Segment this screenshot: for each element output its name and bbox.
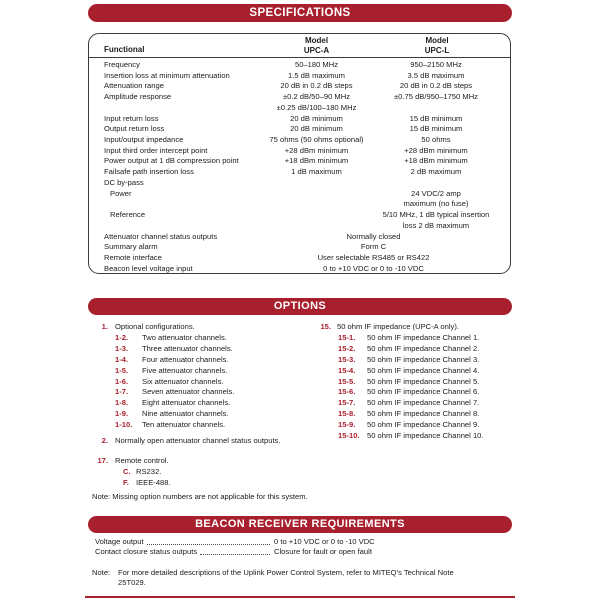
- dotted-leader: [200, 554, 270, 555]
- spec-value-upca: 1.5 dB maximum: [288, 70, 345, 80]
- spec-value-upcl: [379, 103, 493, 114]
- option-text: Two attenuator channels.: [142, 332, 227, 342]
- option-number: 15-5.: [338, 376, 356, 386]
- spec-value-upca: 50–180 MHz: [294, 60, 339, 69]
- specifications-table: [88, 33, 511, 274]
- option-item: [338, 420, 512, 431]
- option-item: [338, 377, 512, 388]
- spec-row: [89, 124, 510, 135]
- option-item: [338, 355, 512, 366]
- spec-header-upcl-label: UPC-L: [424, 45, 450, 55]
- option-number: 15.: [320, 322, 331, 331]
- option-number: 1-10.: [115, 420, 133, 430]
- spec-header-functional: Functional: [104, 45, 145, 54]
- option-text: Nine attenuator channels.: [142, 409, 229, 419]
- option-text: 50 ohm IF impedance Channel 2.: [367, 343, 480, 353]
- beacon-requirements-list: [95, 537, 505, 558]
- options-note: Note: Missing option numbers are not applicable for this system.: [92, 492, 308, 501]
- spec-value-upcl: ±0.75 dB/950–1750 MHz: [394, 92, 478, 102]
- spec-row-label: Attenuator channel status outputs: [104, 231, 218, 241]
- option-text: 50 ohm IF impedance Channel 9.: [367, 420, 480, 430]
- option-text: Seven attenuator channels.: [142, 387, 235, 397]
- spec-value-upcl: 50 ohms: [421, 135, 451, 145]
- footer-rule: [85, 596, 515, 598]
- option-item: [338, 398, 512, 409]
- spec-value-upcl: 5/10 MHz, 1 dB typical insertion: [382, 210, 490, 220]
- spec-row-label: Input third order intercept point: [104, 145, 208, 155]
- spec-value-both-models: User selectable RS485 or RS422: [317, 252, 430, 262]
- options-header-bar: [88, 298, 512, 315]
- spec-row: [89, 167, 510, 178]
- spec-row: [89, 199, 510, 210]
- options-left-column: [88, 322, 310, 489]
- spec-row-label: DC by-pass: [104, 177, 144, 187]
- option-text: 50 ohm IF impedance Channel 3.: [367, 354, 480, 364]
- beacon-note: [92, 568, 454, 589]
- spec-value-upcl: 3.5 dB maximum: [407, 70, 465, 80]
- spec-row: [89, 242, 510, 253]
- spec-value-upcl: +28 dBm minimum: [404, 145, 468, 155]
- spec-row-label: Attenuation range: [104, 81, 164, 91]
- option-item: [338, 409, 512, 420]
- spec-header-model-upca: [254, 36, 379, 57]
- spec-row: [89, 189, 510, 200]
- spec-row-label: Amplitude response: [104, 92, 172, 102]
- option-number: 15-1.: [338, 332, 356, 342]
- option-text: Five attenuator channels.: [142, 365, 228, 375]
- spec-value-upca: ±0.2 dB/50–90 MHz: [282, 92, 351, 102]
- spec-value-upca: [254, 210, 379, 221]
- option-number: 1-8.: [115, 398, 129, 408]
- spec-row-label: [89, 221, 254, 232]
- option-text: 50 ohm IF impedance Channel 6.: [367, 387, 480, 397]
- spec-value-upca: 1 dB maximum: [291, 167, 342, 177]
- option-item: [338, 333, 512, 344]
- option-number: 1.: [101, 322, 108, 331]
- option-item: [88, 436, 310, 447]
- option-number: 15-8.: [338, 409, 356, 419]
- spec-value-both-models: Normally closed: [346, 231, 401, 241]
- option-number: C.: [123, 466, 131, 476]
- option-text: Normally open attenuator channel status outputs.: [115, 436, 281, 446]
- beacon-note-line2: 25T029.: [118, 578, 146, 588]
- option-number: 1-5.: [115, 365, 129, 375]
- options-title: OPTIONS: [273, 300, 327, 312]
- spec-value-upcl: 15 dB minimum: [409, 124, 463, 134]
- option-number: 15-7.: [338, 398, 356, 408]
- option-item: [115, 377, 310, 388]
- specifications-header-bar: [88, 4, 512, 22]
- spec-row: [89, 146, 510, 157]
- option-text: 50 ohm IF impedance Channel 7.: [367, 398, 480, 408]
- option-text: Six attenuator channels.: [142, 376, 224, 386]
- beacon-line-value: 0 to +10 VDC or 0 to -10 VDC: [274, 537, 375, 546]
- option-number: F.: [123, 477, 129, 487]
- spec-row: [89, 71, 510, 82]
- spec-value-upca: 75 ohms (50 ohms optional): [269, 135, 364, 145]
- spec-value-upca: [254, 178, 379, 189]
- spec-value-upca: 20 dB in 0.2 dB steps: [280, 81, 353, 91]
- spec-value-upcl: maximum (no fuse): [403, 199, 469, 209]
- option-item: [115, 333, 310, 344]
- spec-row-label: Insertion loss at minimum attenuation: [104, 70, 230, 80]
- option-item: [123, 467, 310, 478]
- option-number: 2.: [101, 436, 108, 446]
- specifications-title: SPECIFICATIONS: [249, 7, 351, 19]
- option-item: [123, 478, 310, 489]
- option-item: [115, 387, 310, 398]
- spec-header-model-word-a: Model: [304, 36, 329, 45]
- option-number: 17.: [97, 455, 108, 465]
- option-number: 15-3.: [338, 354, 356, 364]
- beacon-line: [95, 547, 505, 557]
- spec-value-upca: ±0.25 dB/100–180 MHz: [276, 102, 357, 112]
- option-text: Ten attenuator channels.: [142, 420, 226, 430]
- spec-row: [89, 264, 510, 275]
- beacon-line-left: [95, 547, 274, 557]
- spec-value-upcl: 20 dB in 0.2 dB steps: [399, 81, 473, 91]
- spec-value-upcl: [379, 178, 493, 189]
- spec-value-upca: +28 dBm minimum: [284, 145, 349, 155]
- beacon-title: BEACON RECEIVER REQUIREMENTS: [195, 518, 405, 530]
- spec-value-upcl: 24 VDC/2 amp: [411, 188, 461, 198]
- option-number: 15-9.: [338, 420, 356, 430]
- option-item: [115, 355, 310, 366]
- spec-value-upcl: loss 2 dB maximum: [402, 220, 470, 230]
- spec-row-label: Beacon level voltage input: [104, 263, 193, 273]
- option-number: 1-2.: [115, 332, 129, 342]
- beacon-line-left: [95, 537, 274, 547]
- spec-row: [89, 156, 510, 167]
- option-item: [310, 322, 512, 333]
- spec-row: [89, 81, 510, 92]
- options-section: [88, 322, 512, 489]
- beacon-line: [95, 537, 505, 547]
- spec-value-upca: 20 dB minimum: [290, 113, 343, 123]
- option-text: IEEE-488.: [136, 477, 171, 487]
- beacon-note-line1: For more detailed descriptions of the Uplink Power Control System, refer to MITEQ’s Technical Note: [118, 568, 454, 577]
- option-item: [338, 431, 512, 442]
- option-text: Three attenuator channels.: [142, 343, 233, 353]
- beacon-header-bar: [88, 516, 512, 533]
- option-text: 50 ohm IF impedance (UPC-A only).: [337, 322, 459, 331]
- spec-value-upcl: 2 dB maximum: [410, 167, 462, 177]
- spec-header-upca-label: UPC-A: [303, 45, 330, 55]
- spec-header-model-upcl: [379, 36, 495, 57]
- option-item: [115, 344, 310, 355]
- beacon-note-label: Note:: [92, 568, 111, 577]
- spec-value-both-models: Form C: [360, 242, 387, 252]
- spec-value-both-models: 0 to +10 VDC or 0 to -10 VDC: [323, 263, 424, 273]
- spec-value-upca: +18 dBm minimum: [284, 156, 349, 166]
- spec-value-upcl: 15 dB minimum: [409, 113, 463, 123]
- beacon-note-text: [118, 568, 454, 589]
- option-item: [115, 420, 310, 431]
- option-number: 15-6.: [338, 387, 356, 397]
- spec-row: [89, 135, 510, 146]
- spec-row-label: Output return loss: [104, 124, 165, 134]
- spec-row: [89, 114, 510, 125]
- option-text: 50 ohm IF impedance Channel 1.: [367, 332, 480, 342]
- option-item: [115, 366, 310, 377]
- spec-value-upca: [254, 199, 379, 210]
- spec-row: [89, 210, 510, 221]
- option-number: 15-2.: [338, 343, 356, 353]
- spec-row-label: [89, 199, 254, 210]
- option-number: 1-3.: [115, 343, 129, 353]
- spec-value-upca: [254, 221, 379, 232]
- option-text: Optional configurations.: [115, 322, 195, 331]
- spec-table-header-row: [89, 34, 510, 58]
- option-text: RS232.: [136, 466, 162, 476]
- spec-row-label: Input return loss: [104, 113, 159, 123]
- spec-row-label: Remote interface: [104, 252, 162, 262]
- option-number: 1-4.: [115, 354, 129, 364]
- spec-value-upca: [254, 189, 379, 200]
- option-item: [338, 344, 512, 355]
- option-number: 1-6.: [115, 376, 129, 386]
- option-text: Four attenuator channels.: [142, 354, 229, 364]
- option-item: [338, 366, 512, 377]
- spec-value-upcl: 950–2150 MHz: [410, 60, 462, 69]
- spec-table-body: [89, 58, 510, 274]
- spec-row: [89, 178, 510, 189]
- beacon-line-label: Voltage output: [95, 537, 144, 546]
- dotted-leader: [147, 544, 270, 545]
- spec-value-upcl: +18 dBm minimum: [404, 156, 468, 166]
- option-item: [88, 456, 310, 467]
- option-text: 50 ohm IF impedance Channel 8.: [367, 409, 480, 419]
- spec-row: [89, 221, 510, 232]
- spec-row: [89, 232, 510, 243]
- option-item: [115, 409, 310, 420]
- beacon-line-value: Closure for fault or open fault: [274, 547, 372, 557]
- spec-row-label: Reference: [110, 210, 146, 220]
- spec-row: [89, 92, 510, 103]
- spec-value-upca: 20 dB minimum: [290, 124, 343, 134]
- spec-row: [89, 103, 510, 114]
- spec-row-label: Failsafe path insertion loss: [104, 167, 194, 177]
- spec-row-label: Frequency: [104, 60, 140, 69]
- spec-row-label: Power output at 1 dB compression point: [104, 156, 239, 166]
- spec-row-label: Power: [110, 188, 132, 198]
- option-number: 1-9.: [115, 409, 129, 419]
- spec-row-label: [89, 103, 254, 114]
- spec-row-label: Summary alarm: [104, 242, 158, 252]
- spec-row: [89, 253, 510, 264]
- spec-row: [89, 60, 510, 71]
- option-text: 50 ohm IF impedance Channel 10.: [367, 431, 484, 441]
- option-item: [338, 387, 512, 398]
- spec-row-label: Input/output impedance: [104, 135, 184, 145]
- option-number: 15-10.: [338, 431, 360, 441]
- option-text: Remote control.: [115, 455, 169, 465]
- option-text: Eight attenuator channels.: [142, 398, 231, 408]
- option-number: 15-4.: [338, 365, 356, 375]
- option-item: [115, 398, 310, 409]
- options-right-column: [310, 322, 512, 489]
- spec-header-model-word-l: Model: [425, 36, 449, 45]
- option-number: 1-7.: [115, 387, 129, 397]
- option-text: 50 ohm IF impedance Channel 5.: [367, 376, 480, 386]
- beacon-line-label: Contact closure status outputs: [95, 547, 198, 557]
- option-text: 50 ohm IF impedance Channel 4.: [367, 365, 480, 375]
- option-item: [88, 322, 310, 333]
